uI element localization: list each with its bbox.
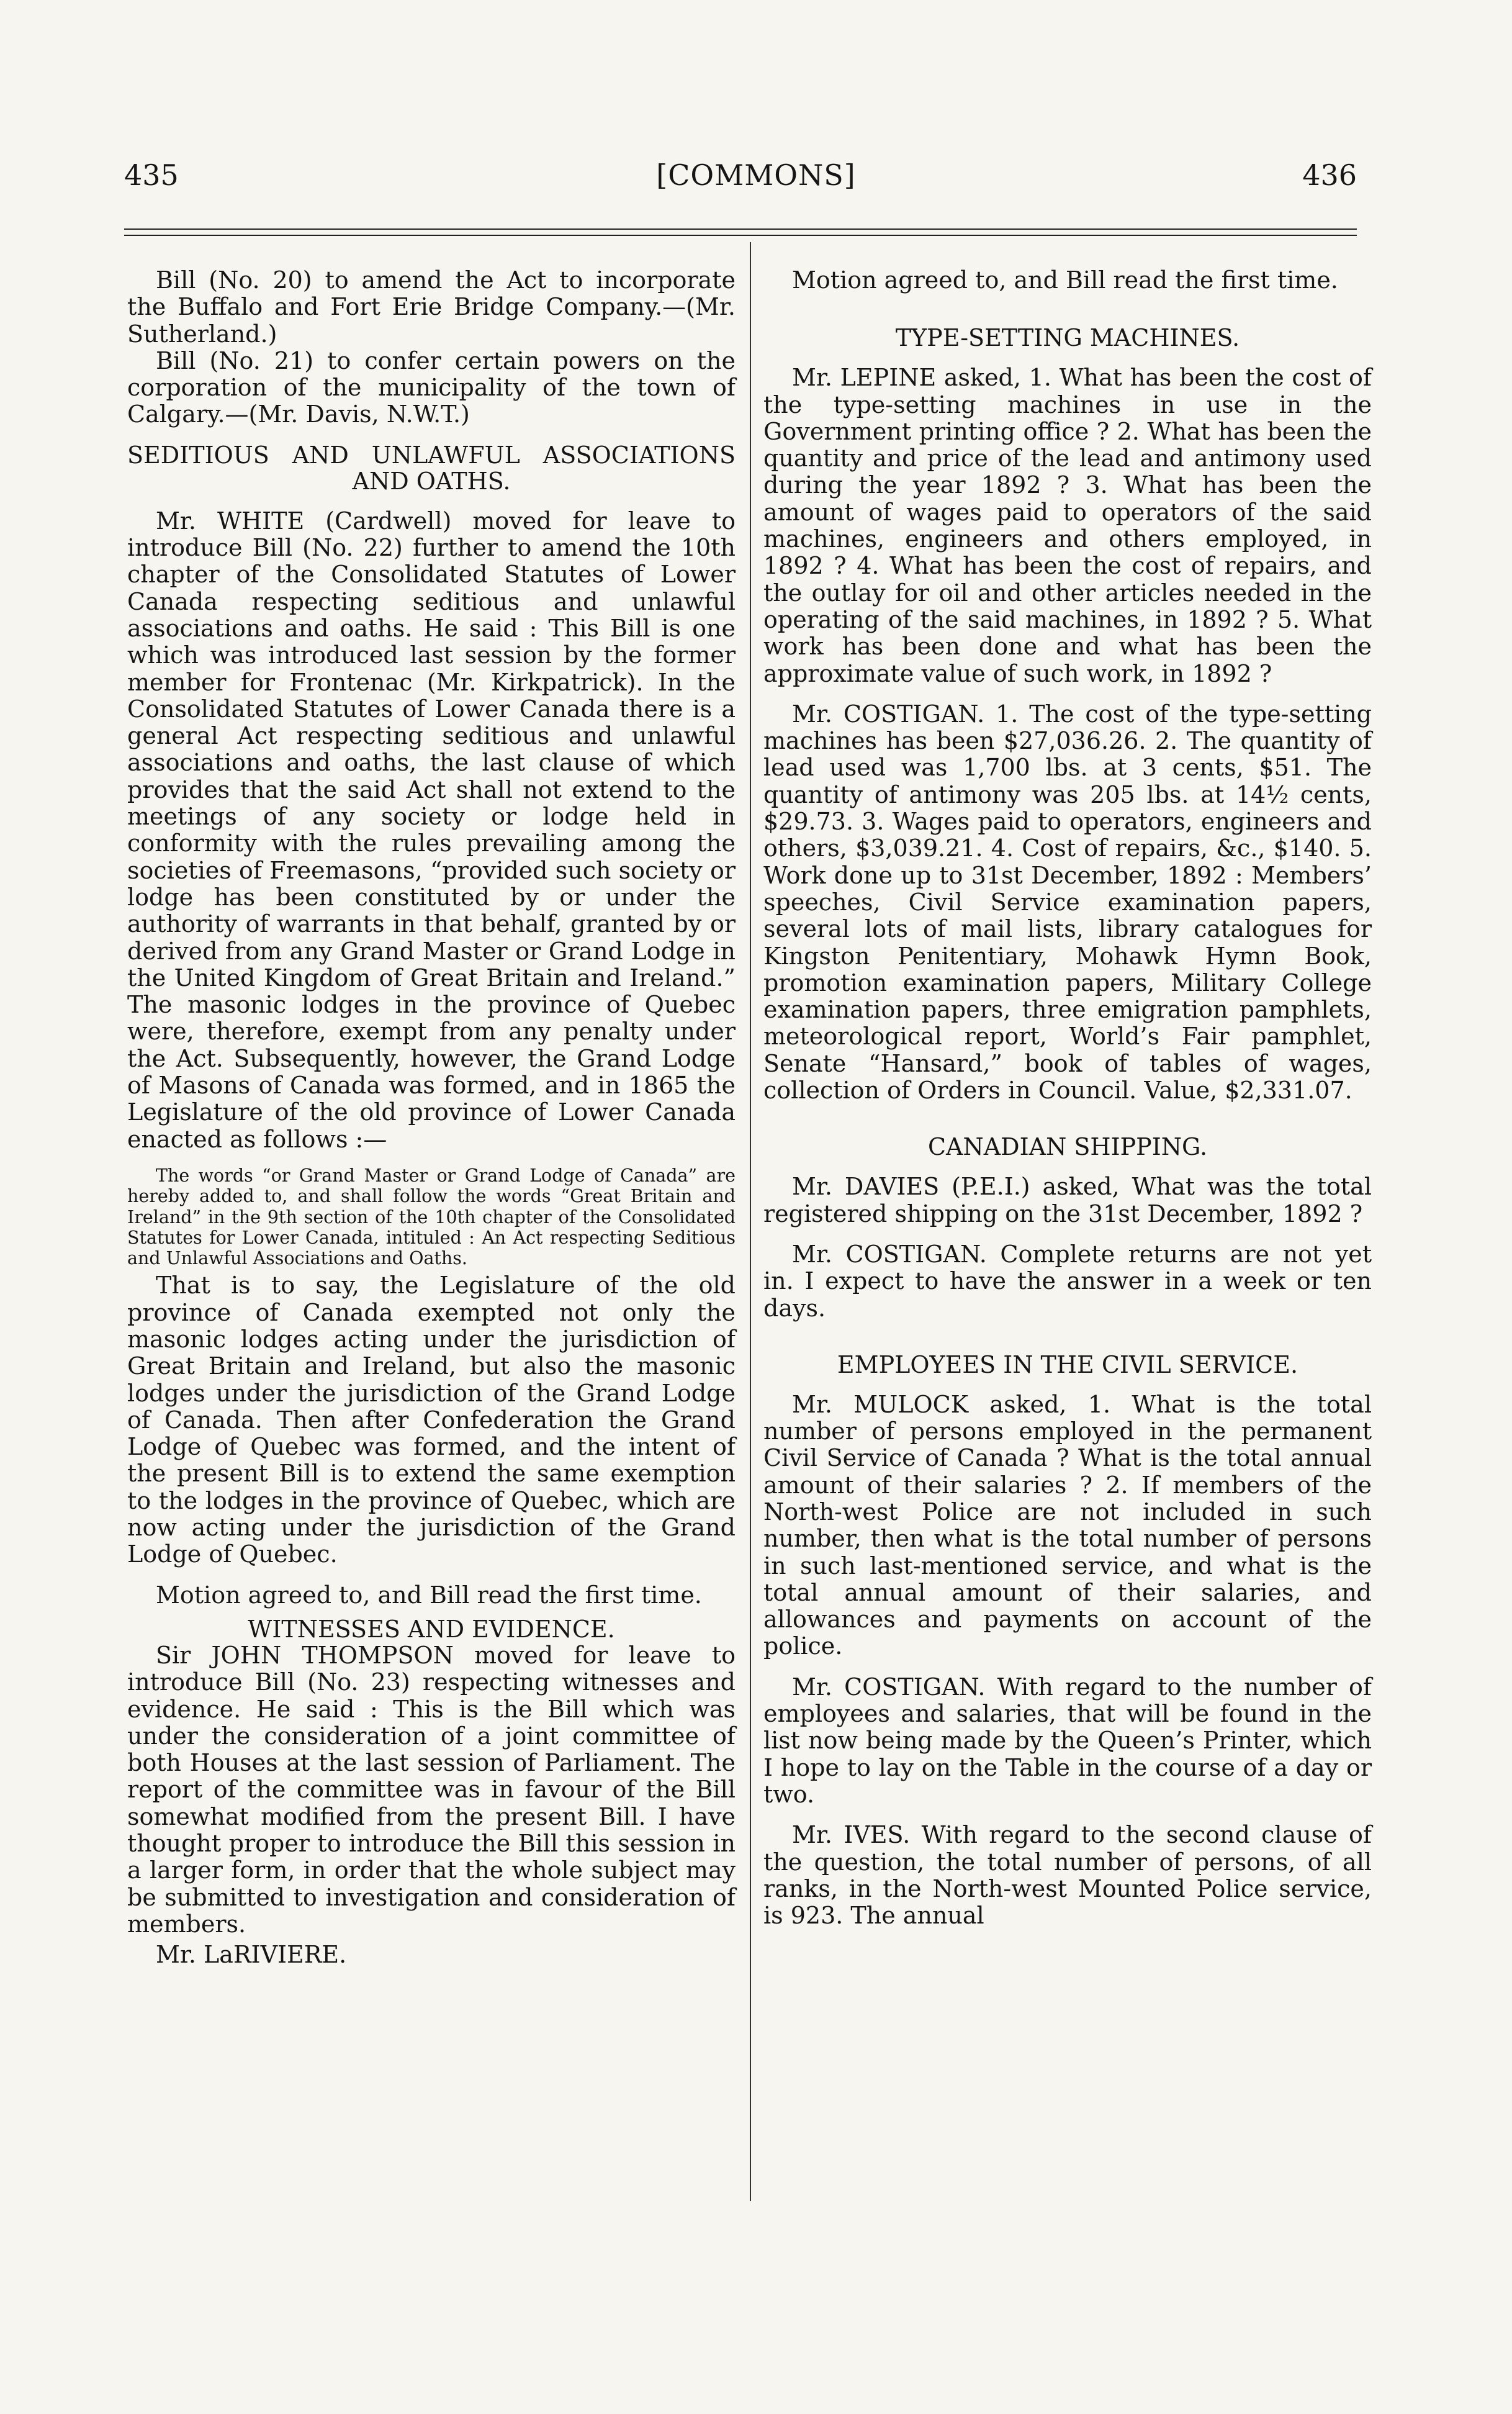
heading-civil-service-employees: EMPLOYEES IN THE CIVIL SERVICE. [837,1350,1298,1378]
bill-21-paragraph: Bill (No. 21) to confer certain powers on the corporation of the municipality of the town of Calgary.—(Mr. Davis, N.W.T.) [127,346,736,428]
white-motion-paragraph: Mr. WHITE (Cardwell) moved for leave to introduce Bill (No. 22) further to amend the 10th chapter of the Consolidated Statutes of Lower Canada respecting seditious and unlawful associations and oaths. He said : This Bill is one which was introduced last session by the former member for Frontenac (Mr. Kirkpatrick). In the Consolidated Statutes of Lower Canada there is a general Act respecting seditious and unlawful associations and oaths, the last clause of which provides that the said Act shall not extend to the meetings of any society or lodge held in conformity with the rules prevailing among the societies of Freemasons, “provided such society or lodge has been constituted by or under the authority of warrants in that behalf, granted by or derived from any Grand Master or Grand Lodge in the United Kingdom of Great Britain and Ireland.” The masonic lodges in the province of Quebec were, therefore, exempt from any penalty under the Act. Subsequently, however, the Grand Lodge of Masons of Canada was formed, and in 1865 the Legislature of the old province of Lower Canada enacted as follows :— [127,507,736,1153]
header-rule-bottom [124,235,1357,236]
running-head: [COMMONS] [656,158,856,192]
costigan-shipping-answer: Mr. COSTIGAN. Complete returns are not yet in. I expect to have the answer in a week or ten days. [763,1240,1372,1322]
costigan-employees-answer: Mr. COSTIGAN. With regard to the number of employees and salaries, that will be found in the list now being made by the Queen’s Printer, which I hope to lay on the Table in the course of a day or two. [763,1673,1372,1808]
ives-answer-paragraph: Mr. IVES. With regard to the second clause of the question, the total number of persons, of all ranks, in the North-west Mounted Police service, is 923. The annual [763,1821,1372,1930]
column-divider [750,242,751,2201]
mulock-question-paragraph: Mr. MULOCK asked, 1. What is the total number of persons employed in the permanent Civil Service of Canada ? What is the total annual amount of their salaries ? 2. If members of the North-west Police are not included in such number, then what is the total number of persons in such last-mentioned service, and what is the total annual amount of their salaries, and allowances and payments on account of the police. [763,1390,1372,1660]
page-number-right: 436 [1302,158,1357,192]
heading-canadian-shipping: CANADIAN SHIPPING. [927,1133,1208,1161]
right-column [763,267,1372,1929]
speaker-lariviere: Mr. LaRIVIERE. [156,1941,347,1969]
motion-first-time-paragraph: Motion agreed to, and Bill read the first time. [792,266,1338,294]
heading-seditious-associations: SEDITIOUS AND UNLAWFUL ASSOCIATIONS AND OATHS. [127,441,736,495]
motion-agreed-paragraph: Motion agreed to, and Bill read the first time. [156,1581,702,1609]
left-column [127,267,736,1968]
page-number-left: 435 [124,158,179,192]
heading-type-setting-machines: TYPE-SETTING MACHINES. [895,324,1240,352]
thompson-motion-paragraph: Sir JOHN THOMPSON moved for leave to introduce Bill (No. 23) respecting witnesses and evidence. He said : This is the Bill which was under the consideration of a joint committee of both Houses at the last session of Parliament. The report of the committee was in favour of the Bill somewhat modified from the present Bill. I have thought proper to introduce the Bill this session in a larger form, in order that the whole subject may be submitted to investigation and consideration of members. [127,1641,736,1938]
costigan-answer-paragraph: Mr. COSTIGAN. 1. The cost of the type-setting machines has been $27,036.26. 2. The quantity of lead used was 1,700 lbs. at 3 cents, $51. The quantity of antimony was 205 lbs. at 14½ cents, $29.73. 3. Wages paid to operators, engineers and others, $3,039.21. 4. Cost of repairs, &c., $140. 5. Work done up to 31st December, 1892 : Members’ speeches, Civil Service examination papers, several lots of mail lists, library catalogues for Kingston Penitentiary, Mohawk Hymn Book, promotion examination papers, Military College examination papers, three emigration pamphlets, meteorological report, World’s Fair pamphlet, Senate “Hansard,” book of tables of wages, collection of Orders in Council. Value, $2,331.07. [763,700,1372,1105]
legislature-explanation-paragraph: That is to say, the Legislature of the old province of Canada exempted not only the masonic lodges acting under the jurisdiction of Great Britain and Ireland, but also the masonic lodges under the jurisdiction of the Grand Lodge of Canada. Then after Confederation the Grand Lodge of Quebec was formed, and the intent of the present Bill is to extend the same exemption to the lodges in the province of Quebec, which are now acting under the jurisdiction of the Grand Lodge of Quebec. [127,1272,736,1568]
statute-quote: The words “or Grand Master or Grand Lodge of Canada” are hereby added to, and shall follow the words “Great Britain and Ireland” in the 9th section of the 10th chapter of the Consolidated Statutes for Lower Canada, intituled : An Act respecting Seditious and Unlawful Associations and Oaths. [127,1165,736,1269]
page-header [0,158,1512,208]
davies-question-paragraph: Mr. DAVIES (P.E.I.) asked, What was the total registered shipping on the 31st December, 1892 ? [763,1173,1372,1227]
header-rule-top [124,228,1357,230]
heading-witnesses-evidence: WITNESSES AND EVIDENCE. [248,1615,615,1643]
lepine-question-paragraph: Mr. LEPINE asked, 1. What has been the cost of the type-setting machines in use in the Government printing office ? 2. What has been the quantity and price of the lead and antimony used during the year 1892 ? 3. What has been the amount of wages paid to operators of the said machines, engineers and others employed, in 1892 ? 4. What has been the cost of repairs, and the outlay for oil and other articles needed in the operating of the said machines, in 1892 ? 5. What work has been done and what has been the approximate value of such work, in 1892 ? [763,364,1372,687]
bill-20-paragraph: Bill (No. 20) to amend the Act to incorporate the Buffalo and Fort Erie Bridge Company.—(Mr. Sutherland.) [127,266,736,348]
